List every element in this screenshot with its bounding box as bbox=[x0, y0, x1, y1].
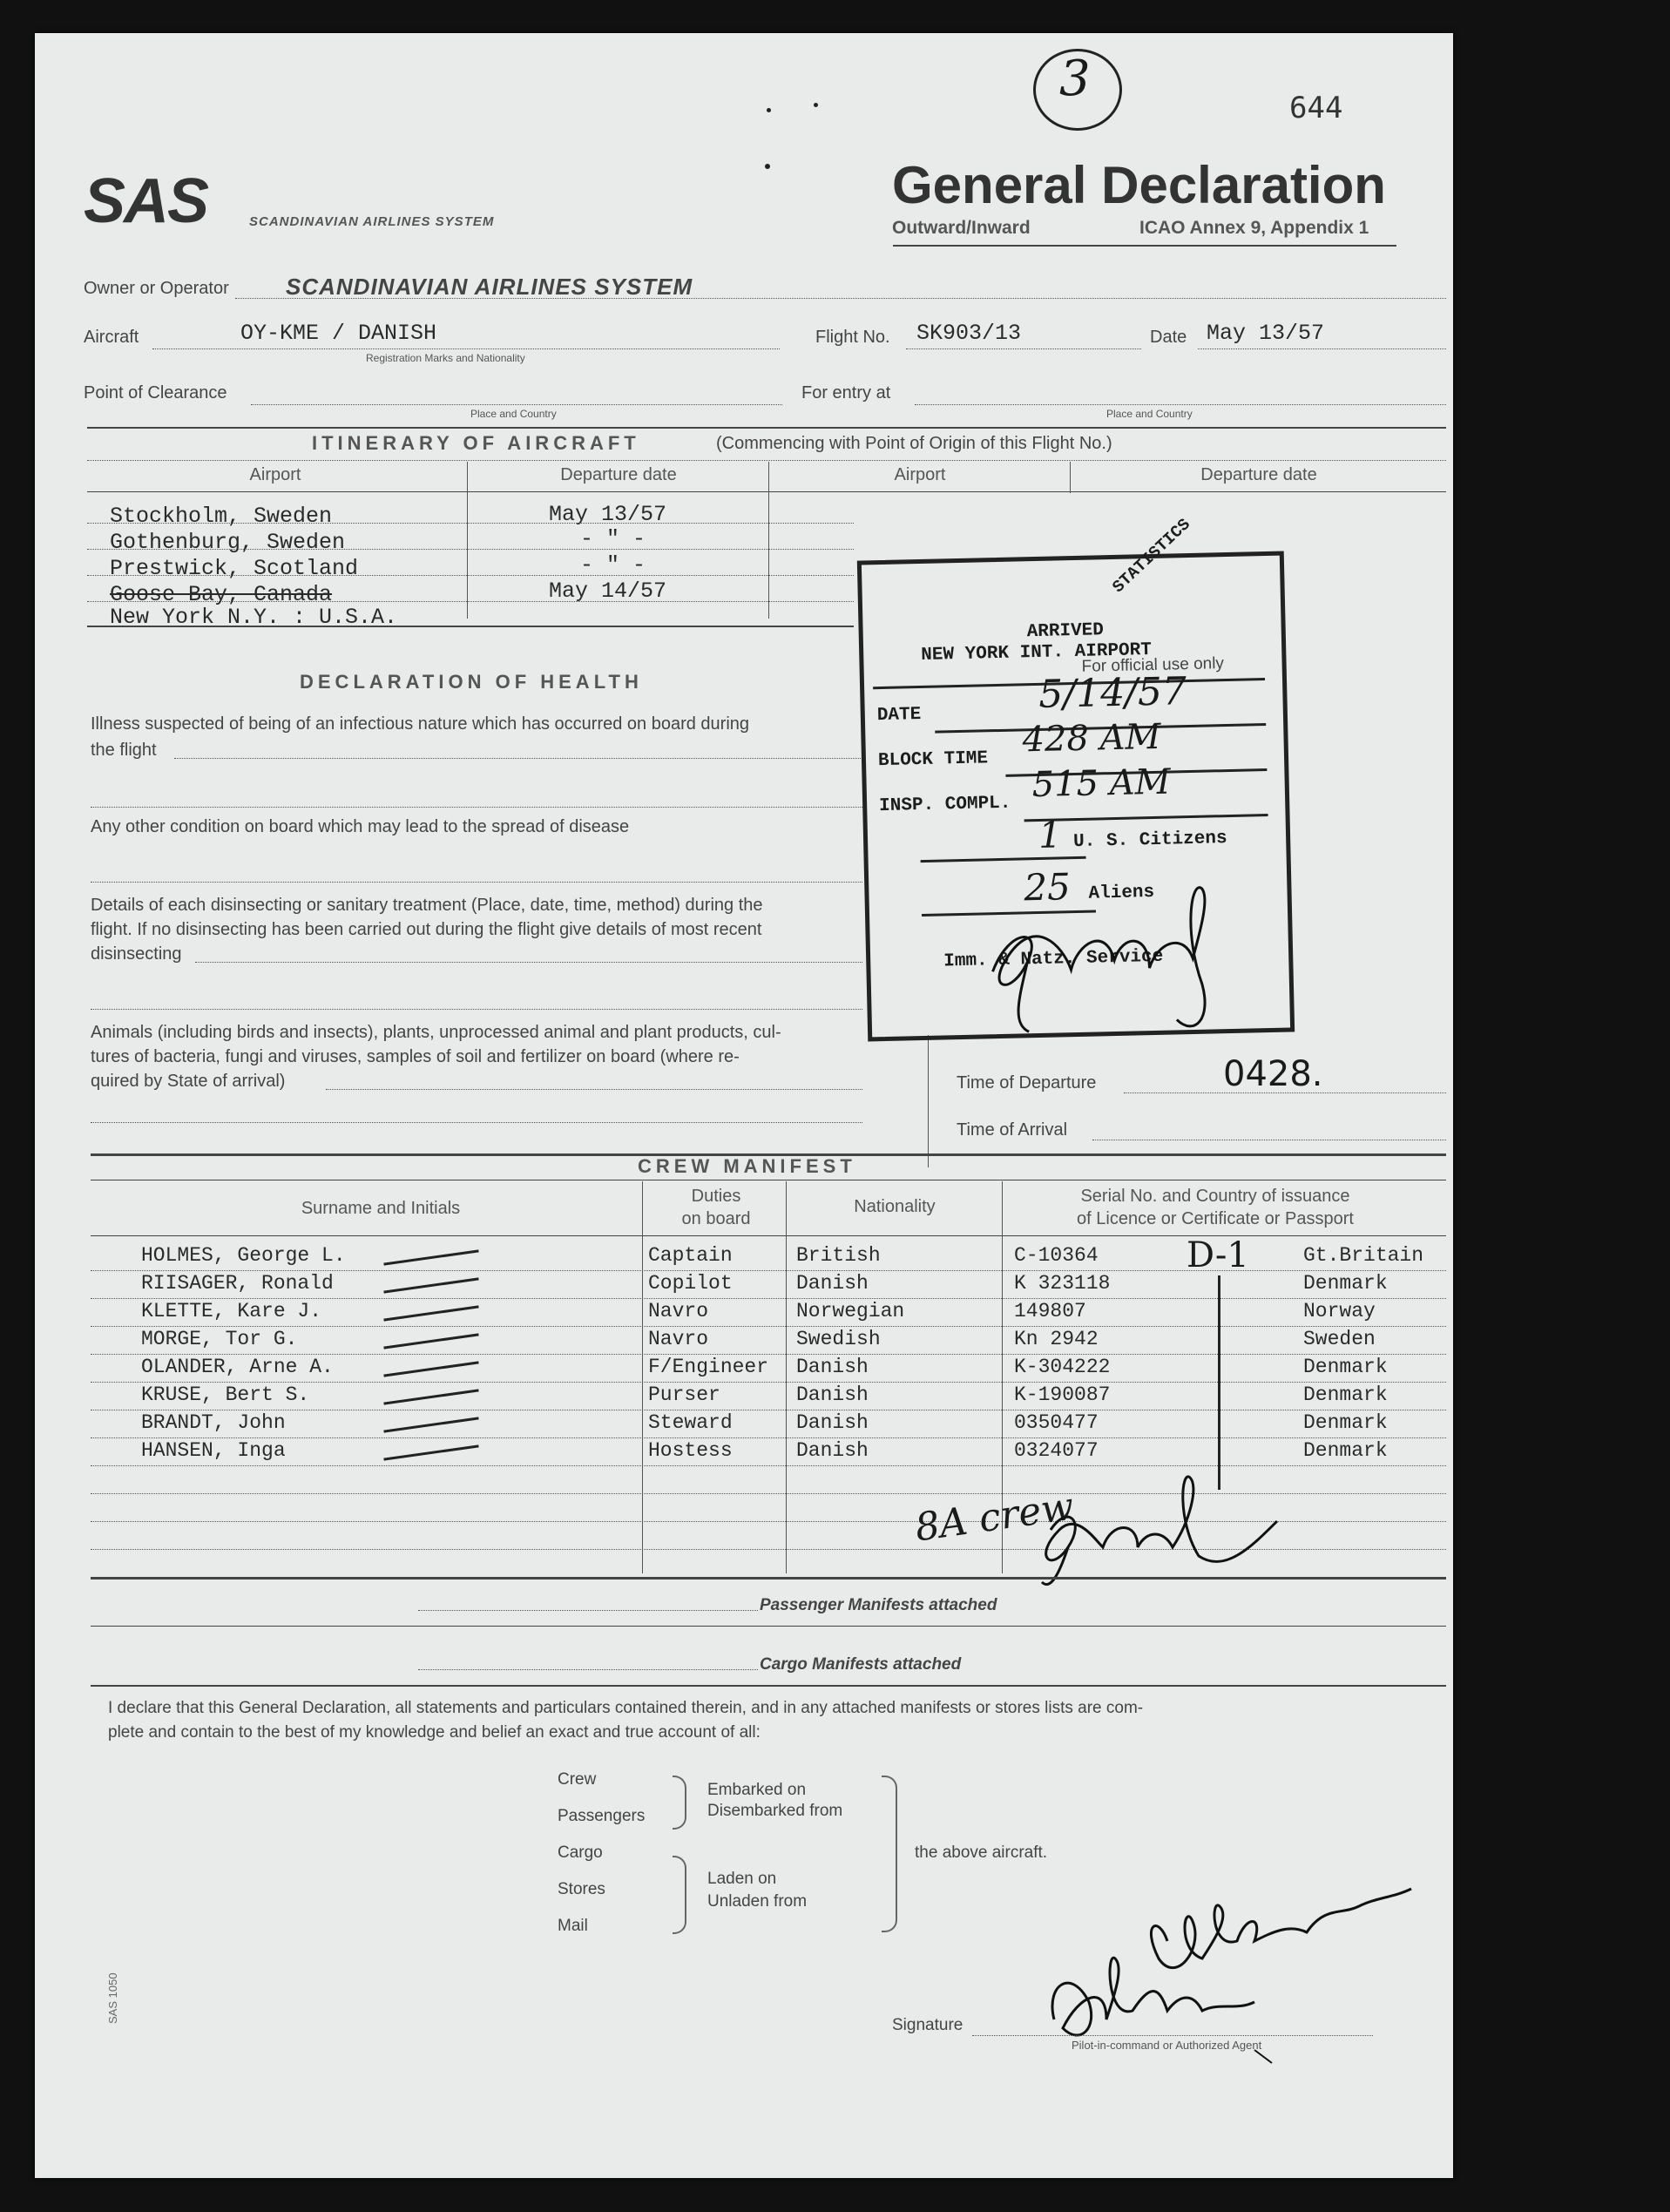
health-q3b: flight. If no disinsecting has been carried out during the flight give details of most recent bbox=[91, 920, 762, 939]
health-line bbox=[195, 962, 862, 963]
crew-col-duties-1: Duties bbox=[691, 1187, 741, 1206]
health-q2: Any other condition on board which may lead to the spread of disease bbox=[91, 817, 630, 836]
crew-nationality-cell: Swedish bbox=[796, 1328, 881, 1350]
stamp-rule bbox=[921, 856, 1086, 862]
itinerary-rule-top bbox=[87, 427, 1446, 429]
crew-serial-cell: 149807 bbox=[1014, 1300, 1086, 1322]
crew-checkmark bbox=[383, 1249, 478, 1265]
brand-subtitle: SCANDINAVIAN AIRLINES SYSTEM bbox=[249, 214, 495, 229]
itinerary-airport-1: Stockholm, Sweden bbox=[110, 504, 333, 529]
declaration-passengers: Passengers bbox=[558, 1807, 646, 1825]
health-title: DECLARATION OF HEALTH bbox=[300, 671, 643, 693]
annotation-bracket bbox=[1218, 1275, 1220, 1490]
declaration-cargo: Cargo bbox=[558, 1843, 603, 1862]
crew-col-nationality: Nationality bbox=[854, 1197, 936, 1216]
clearance-caption: Place and Country bbox=[470, 408, 557, 420]
crew-checkmark bbox=[383, 1277, 478, 1293]
crew-col-duties-2: on board bbox=[681, 1209, 751, 1228]
health-q3a: Details of each disinsecting or sanitary treatment (Place, date, time, method) during the bbox=[91, 896, 763, 915]
aircraft-caption: Registration Marks and Nationality bbox=[366, 352, 525, 364]
crew-row-line bbox=[91, 1354, 1446, 1355]
declaration-stores: Stores bbox=[558, 1880, 605, 1898]
form-code: SAS 1050 bbox=[106, 1972, 119, 2024]
stamp-insp-value: 515 AM bbox=[1031, 761, 1172, 806]
stamp-airport: NEW YORK INT. AIRPORT bbox=[921, 639, 1153, 666]
document-sheet bbox=[35, 33, 1453, 2178]
stamp-block-value: 428 AM bbox=[1021, 716, 1161, 761]
declaration-laden: Laden on bbox=[707, 1870, 777, 1888]
ink-speck bbox=[765, 164, 770, 169]
itinerary-col-date-2: Departure date bbox=[1200, 465, 1317, 484]
header-rule bbox=[893, 245, 1396, 247]
itinerary-airport-4-struck: Goose Bay, Canada bbox=[110, 582, 333, 607]
crew-serial-cell: K 323118 bbox=[1014, 1272, 1111, 1295]
crew-country-cell: Denmark bbox=[1303, 1383, 1388, 1406]
stamp-statistics: STATISTICS bbox=[1108, 514, 1194, 598]
crew-serial-cell: K-190087 bbox=[1014, 1383, 1111, 1406]
clearance-label: Point of Clearance bbox=[84, 383, 227, 402]
itinerary-note: (Commencing with Point of Origin of this Flight No.) bbox=[716, 434, 1112, 453]
declaration-line-1: I declare that this General Declaration, all statements and particulars contained therein, and in any attached manifests or stores lists are com- bbox=[108, 1699, 1144, 1717]
crew-duty-cell: Captain bbox=[648, 1244, 733, 1267]
crew-divider-1 bbox=[642, 1181, 643, 1573]
crew-checkmark bbox=[383, 1444, 478, 1460]
health-q3c: disinsecting bbox=[91, 944, 182, 964]
crew-rule-bottom bbox=[91, 1577, 1446, 1580]
itinerary-date-2: - " - bbox=[580, 526, 646, 551]
aircraft-line bbox=[152, 348, 780, 349]
aircraft-label: Aircraft bbox=[84, 328, 139, 347]
crew-country-cell: Norway bbox=[1303, 1300, 1376, 1322]
crew-serial-cell: K-304222 bbox=[1014, 1356, 1111, 1378]
health-q4a: Animals (including birds and insects), plants, unprocessed animal and plant products, cul- bbox=[91, 1023, 781, 1042]
crew-country-cell: Denmark bbox=[1303, 1272, 1388, 1295]
declaration-line-2: plete and contain to the best of my knowledge and belief an exact and true account of all: bbox=[108, 1723, 761, 1742]
crew-divider-2 bbox=[786, 1181, 787, 1573]
crew-row-line bbox=[91, 1465, 1446, 1466]
date-label: Date bbox=[1150, 328, 1187, 347]
crew-col-name: Surname and Initials bbox=[301, 1199, 461, 1218]
manifest-rule-2 bbox=[91, 1685, 1446, 1687]
crew-col-serial-1: Serial No. and Country of issuance bbox=[1080, 1187, 1350, 1206]
crew-serial-cell: Kn 2942 bbox=[1014, 1328, 1099, 1350]
cargo-manifest-line bbox=[418, 1669, 758, 1670]
crew-row-line bbox=[91, 1326, 1446, 1327]
flight-label: Flight No. bbox=[815, 328, 890, 347]
itinerary-row-line bbox=[87, 523, 854, 524]
crew-signature bbox=[1024, 1469, 1312, 1600]
brace-crew bbox=[673, 1776, 686, 1830]
health-q1b: the flight bbox=[91, 741, 157, 760]
crew-duty-cell: Steward bbox=[648, 1411, 733, 1434]
itinerary-date-1: May 13/57 bbox=[549, 502, 667, 527]
crew-row-line bbox=[91, 1298, 1446, 1299]
itinerary-date-3: - " - bbox=[580, 552, 646, 578]
crew-checkmark bbox=[383, 1333, 478, 1349]
crew-name-cell: RIISAGER, Ronald bbox=[141, 1272, 334, 1295]
itinerary-row-line bbox=[87, 575, 854, 576]
itinerary-col-airport-2: Airport bbox=[894, 465, 946, 484]
crew-country-cell: Sweden bbox=[1303, 1328, 1376, 1350]
times-divider bbox=[928, 1035, 929, 1167]
stamp-official-use: For official use only bbox=[1081, 654, 1225, 676]
health-line bbox=[91, 807, 862, 808]
crew-duty-cell: Navro bbox=[648, 1300, 709, 1322]
owner-value: SCANDINAVIAN AIRLINES SYSTEM bbox=[286, 274, 693, 300]
crew-nationality-cell: Danish bbox=[796, 1356, 869, 1378]
crew-name-cell: HANSEN, Inga bbox=[141, 1439, 286, 1462]
declaration-disembarked: Disembarked from bbox=[707, 1802, 843, 1820]
date-value: May 13/57 bbox=[1207, 321, 1325, 346]
annotation-d1: D-1 bbox=[1187, 1235, 1249, 1275]
crew-nationality-cell: Danish bbox=[796, 1439, 869, 1462]
itinerary-airport-2: Gothenburg, Sweden bbox=[110, 530, 346, 555]
departure-time-value: 0428. bbox=[1223, 1054, 1323, 1094]
health-q1: Illness suspected of being of an infectious nature which has occurred on board during bbox=[91, 714, 750, 734]
crew-duty-cell: Navro bbox=[648, 1328, 709, 1350]
crew-name-cell: HOLMES, George L. bbox=[141, 1244, 346, 1267]
inspector-signature bbox=[973, 869, 1273, 1042]
health-line bbox=[326, 1089, 862, 1090]
brace-goods bbox=[673, 1856, 686, 1934]
crew-serial-cell: C-10364 bbox=[1014, 1244, 1099, 1267]
crew-name-cell: OLANDER, Arne A. bbox=[141, 1356, 334, 1378]
page-title: General Declaration bbox=[892, 156, 1386, 214]
itinerary-rule-bottom bbox=[87, 626, 854, 627]
itinerary-divider-1 bbox=[467, 462, 468, 619]
health-q4b: tures of bacteria, fungi and viruses, samples of soil and fertilizer on board (where re- bbox=[91, 1047, 740, 1066]
aircraft-value: OY-KME / DANISH bbox=[240, 321, 437, 346]
crew-country-cell: Denmark bbox=[1303, 1356, 1388, 1378]
crew-row-line bbox=[91, 1382, 1446, 1383]
crew-checkmark bbox=[383, 1361, 478, 1377]
crew-checkmark bbox=[383, 1417, 478, 1432]
crew-duty-cell: Purser bbox=[648, 1383, 720, 1406]
annotation-8a-crew: 8A crew bbox=[912, 1484, 1077, 1551]
clearance-line bbox=[251, 404, 782, 405]
crew-duty-cell: Hostess bbox=[648, 1439, 733, 1462]
itinerary-head-rule bbox=[87, 491, 1446, 492]
arrival-stamp bbox=[857, 514, 1295, 1042]
stamp-block-label: BLOCK TIME bbox=[877, 748, 989, 772]
crew-country-cell: Denmark bbox=[1303, 1439, 1388, 1462]
entry-line bbox=[915, 404, 1446, 405]
health-line bbox=[91, 1009, 862, 1010]
declaration-above-aircraft: the above aircraft. bbox=[915, 1843, 1048, 1862]
crew-nationality-cell: Norwegian bbox=[796, 1300, 905, 1322]
itinerary-row-line bbox=[87, 549, 854, 550]
crew-name-cell: MORGE, Tor G. bbox=[141, 1328, 298, 1350]
crew-country-cell: Denmark bbox=[1303, 1411, 1388, 1434]
owner-label: Owner or Operator bbox=[84, 279, 229, 298]
crew-serial-cell: 0350477 bbox=[1014, 1411, 1099, 1434]
declaration-mail: Mail bbox=[558, 1917, 588, 1935]
health-line bbox=[174, 758, 862, 759]
crew-nationality-cell: Danish bbox=[796, 1272, 869, 1295]
crew-duty-cell: Copilot bbox=[648, 1272, 733, 1295]
arrival-time-label: Time of Arrival bbox=[957, 1120, 1068, 1140]
declaration-crew: Crew bbox=[558, 1770, 597, 1789]
stamp-date-label: DATE bbox=[876, 705, 922, 727]
stamp-date-value: 5/14/57 bbox=[1038, 669, 1187, 717]
crew-serial-cell: 0324077 bbox=[1014, 1439, 1099, 1462]
stamp-citizens-count: 1 bbox=[1038, 813, 1063, 856]
entry-caption: Place and Country bbox=[1106, 408, 1193, 420]
health-line bbox=[91, 882, 862, 883]
crew-row-line bbox=[91, 1437, 1446, 1438]
crew-checkmark bbox=[383, 1305, 478, 1321]
itinerary-airport-5: New York N.Y. : U.S.A. bbox=[110, 605, 398, 630]
manifest-rule bbox=[91, 1626, 1446, 1627]
itinerary-divider-2 bbox=[768, 462, 769, 619]
crew-name-cell: KRUSE, Bert S. bbox=[141, 1383, 310, 1406]
ink-speck bbox=[814, 103, 818, 107]
itinerary-col-date-1: Departure date bbox=[560, 465, 677, 484]
stamp-service-label: Imm. & Natz. Service bbox=[943, 946, 1164, 972]
ink-speck bbox=[767, 108, 771, 112]
signature-caption: Pilot-in-command or Authorized Agent bbox=[1072, 2039, 1262, 2052]
crew-duty-cell: F/Engineer bbox=[648, 1356, 769, 1378]
circled-number-value: 3 bbox=[1059, 51, 1091, 107]
health-line bbox=[91, 1122, 862, 1123]
itinerary-col-airport-1: Airport bbox=[249, 465, 301, 484]
passenger-manifests: Passenger Manifests attached bbox=[760, 1596, 997, 1614]
itinerary-title: ITINERARY OF AIRCRAFT bbox=[312, 432, 640, 454]
flight-value: SK903/13 bbox=[916, 321, 1022, 346]
itinerary-head-line bbox=[87, 460, 1446, 461]
crew-nationality-cell: Danish bbox=[796, 1383, 869, 1406]
stamp-aliens-count: 25 bbox=[1023, 865, 1072, 910]
stamp-arrived: ARRIVED bbox=[1026, 620, 1105, 643]
crew-name-cell: KLETTE, Kare J. bbox=[141, 1300, 322, 1322]
itinerary-divider-3 bbox=[1070, 462, 1071, 493]
stamp-citizens-label: U. S. Citizens bbox=[1072, 829, 1227, 853]
stamp-aliens-label: Aliens bbox=[1088, 882, 1155, 904]
flight-line bbox=[906, 348, 1141, 349]
subtitle-icao: ICAO Annex 9, Appendix 1 bbox=[1139, 218, 1369, 238]
declaration-embarked: Embarked on bbox=[707, 1781, 807, 1799]
owner-line bbox=[235, 298, 1446, 299]
crew-title: CREW MANIFEST bbox=[638, 1155, 856, 1177]
itinerary-airport-3: Prestwick, Scotland bbox=[110, 556, 359, 581]
crew-country-cell: Gt.Britain bbox=[1303, 1244, 1424, 1267]
signature-label: Signature bbox=[892, 2016, 963, 2034]
itinerary-row-line bbox=[87, 601, 854, 602]
subtitle-outward-inward: Outward/Inward bbox=[892, 218, 1031, 238]
declaration-unladen: Unladen from bbox=[707, 1892, 808, 1911]
crew-name-cell: BRANDT, John bbox=[141, 1411, 286, 1434]
crew-checkmark bbox=[383, 1389, 478, 1404]
signature-line bbox=[972, 2035, 1373, 2036]
brand-logo: SAS bbox=[84, 166, 208, 236]
departure-time-label: Time of Departure bbox=[957, 1073, 1097, 1092]
date-line bbox=[1198, 348, 1446, 349]
brace-all bbox=[882, 1776, 897, 1932]
itinerary-date-4: May 14/57 bbox=[549, 578, 667, 604]
entry-label: For entry at bbox=[801, 383, 891, 402]
cargo-manifests: Cargo Manifests attached bbox=[760, 1655, 962, 1674]
passenger-manifest-line bbox=[418, 1610, 758, 1611]
crew-col-serial-2: of Licence or Certificate or Passport bbox=[1077, 1209, 1354, 1228]
page-number: 644 bbox=[1289, 91, 1343, 125]
stamp-insp-label: INSP. COMPL. bbox=[878, 793, 1011, 817]
crew-nationality-cell: Danish bbox=[796, 1411, 869, 1434]
crew-nationality-cell: British bbox=[796, 1244, 881, 1267]
health-q4c: quired by State of arrival) bbox=[91, 1072, 286, 1091]
